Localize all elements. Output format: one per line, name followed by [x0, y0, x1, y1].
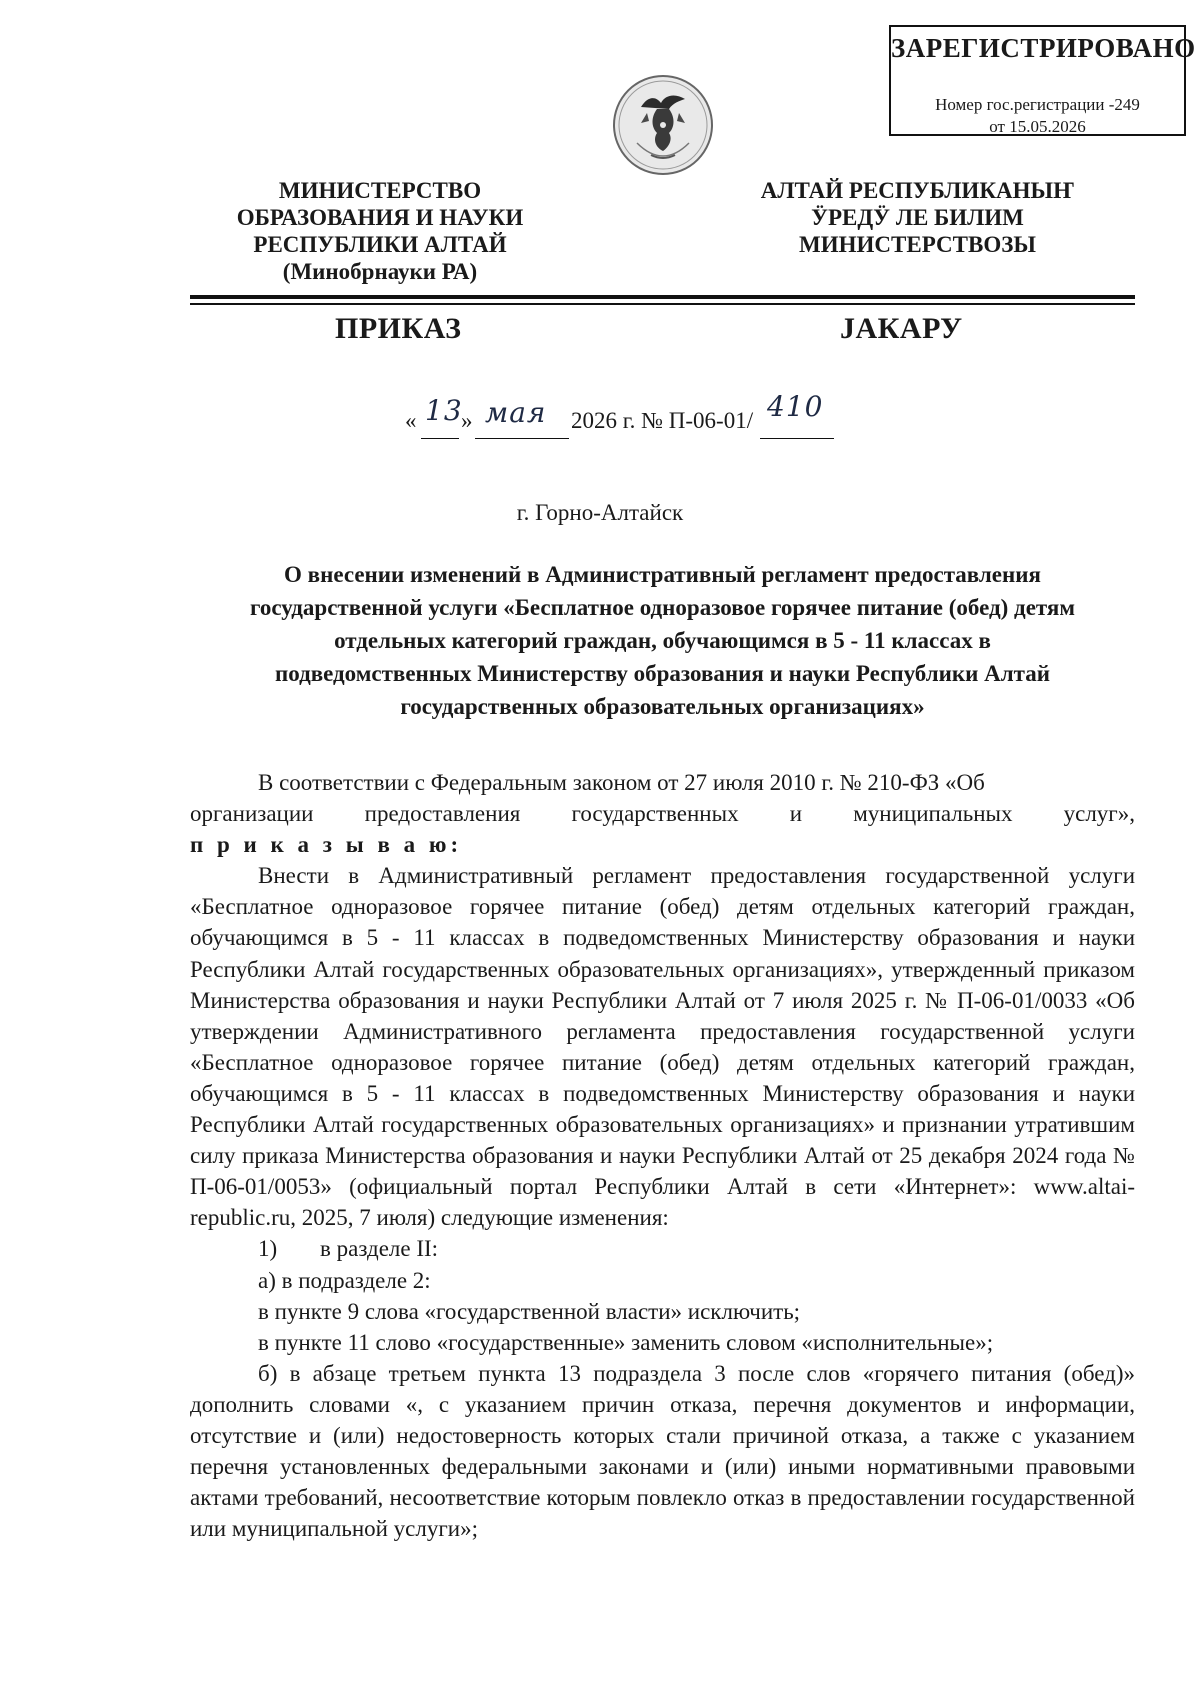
- ministry-alt-line: ӰРЕДӰ ЛЕ БИЛИМ: [811, 205, 1024, 230]
- ministry-ru-line: МИНИСТЕРСТВО: [278, 178, 482, 203]
- title-line: О внесении изменений в Административный регламент предоставления: [284, 562, 1041, 587]
- title-line: государственной услуги «Бесплатное одноразовое горячее питание (обед) детям: [249, 595, 1076, 620]
- ministry-alt-line: МИНИСТЕРСТВОЗЫ: [799, 232, 1036, 257]
- order-word: п р и к а з ы в а ю:: [190, 832, 463, 858]
- handwritten-number: 410: [767, 390, 824, 423]
- stamp-registration-number: Номер гос.регистрации -249: [935, 95, 1140, 114]
- date-close-quote: »: [461, 408, 473, 433]
- ministry-name-russian: [215, 177, 545, 285]
- ministry-alt-line: АЛТАЙ РЕСПУБЛИКАНЫҤ: [760, 178, 1075, 203]
- day-underline: [421, 438, 459, 439]
- stamp-title: ЗАРЕГИСТРИРОВАНО: [891, 33, 1196, 63]
- title-line: подведомственных Министерству образования и науки Республики Алтай: [275, 661, 1050, 686]
- date-open-quote: «: [405, 408, 417, 433]
- preamble-line-1: В соответствии с Федеральным законом от 27 июля 2010 г. № 210-ФЗ «Об: [258, 770, 985, 795]
- list-item-1: [190, 1233, 1135, 1264]
- ministry-ru-line: ОБРАЗОВАНИЯ И НАУКИ: [236, 205, 524, 230]
- month-underline: [475, 438, 569, 439]
- handwritten-month: мая: [485, 396, 547, 429]
- ministry-ru-abbrev: (Минобрнауки РА): [282, 259, 478, 284]
- point-11-change: в пункте 11 слово «государственные» заменить словом «исполнительные»;: [258, 1329, 994, 1355]
- document-kind-russian: ПРИКАЗ: [335, 312, 462, 345]
- number-underline: [760, 438, 834, 439]
- header-divider-thin: [190, 303, 1135, 305]
- document-body: [190, 767, 1135, 1544]
- title-line: отдельных категорий граждан, обучающимся в 5 - 11 классах в: [334, 628, 991, 653]
- stamp-registration-date: от 15.05.2026: [989, 117, 1086, 136]
- ministry-name-altai: [745, 177, 1090, 258]
- ministry-ru-line: РЕСПУБЛИКИ АЛТАЙ: [253, 232, 507, 257]
- document-title: [190, 558, 1135, 723]
- list-item-text: в разделе II:: [320, 1236, 439, 1262]
- registration-stamp: [889, 25, 1196, 136]
- handwritten-day: 13: [425, 394, 463, 427]
- subitem-a: а) в подразделе 2:: [258, 1267, 431, 1293]
- header-divider-thick: [190, 295, 1135, 299]
- main-instruction-paragraph: Внести в Административный регламент предоставления государственной услуги «Бесплатное одноразовое горячее питание (обед) детям отдельных категорий граждан, обучающимся в 5 - 11 классах в подведомственных Министерству образования и науки Республики Алтай государственных образовательных организациях», утвержденный приказом Министерства образования и науки Республики Алтай от 7 июля 2025 г. № П-06-01/0033 «Об утверждении Административного регламента предоставления государственной услуги «Бесплатное одноразовое горячее питание (обед) детям отдельных категорий граждан, обучающимся в 5 - 11 классах в подведомственных Министерству образования и науки Республики Алтай государственных образовательных организациях» и признании утратившим силу приказа Министерства образования и науки Республики Алтай от 25 декабря 2024 года № П-06-01/0053» (официальный портал Республики Алтай в сети «Интернет»: www.altai-republic.ru, 2025, 7 июля) следующие изменения:: [190, 863, 1135, 1231]
- title-line: государственных образовательных организациях»: [400, 694, 925, 719]
- city: г. Горно-Алтайск: [516, 500, 684, 525]
- coat-of-arms-icon: [611, 73, 715, 177]
- year-and-number-prefix: 2026 г. № П-06-01/: [571, 408, 754, 433]
- preamble-line-2: организации предоставления государственных и муниципальных услуг»,: [190, 801, 1135, 827]
- document-kind-altai: ЈАКАРУ: [840, 312, 963, 345]
- order-date-number-line: [405, 390, 925, 448]
- list-item-number: 1): [258, 1236, 278, 1262]
- point-9-change: в пункте 9 слова «государственной власти» исключить;: [258, 1298, 801, 1324]
- subitem-b: б) в абзаце третьем пункта 13 подраздела 3 после слов «горячего питания (обед)» дополнить словами «, с указанием причин отказа, перечня документов и информации, отсутствие и (или) недостоверность которых стали причиной отказа, а также с указанием перечня установленных федеральными законами и (или) иными нормативными правовыми актами требований, несоответствие которым повлекло отказ в предоставлении государственной или муниципальной услуги»;: [190, 1360, 1135, 1542]
